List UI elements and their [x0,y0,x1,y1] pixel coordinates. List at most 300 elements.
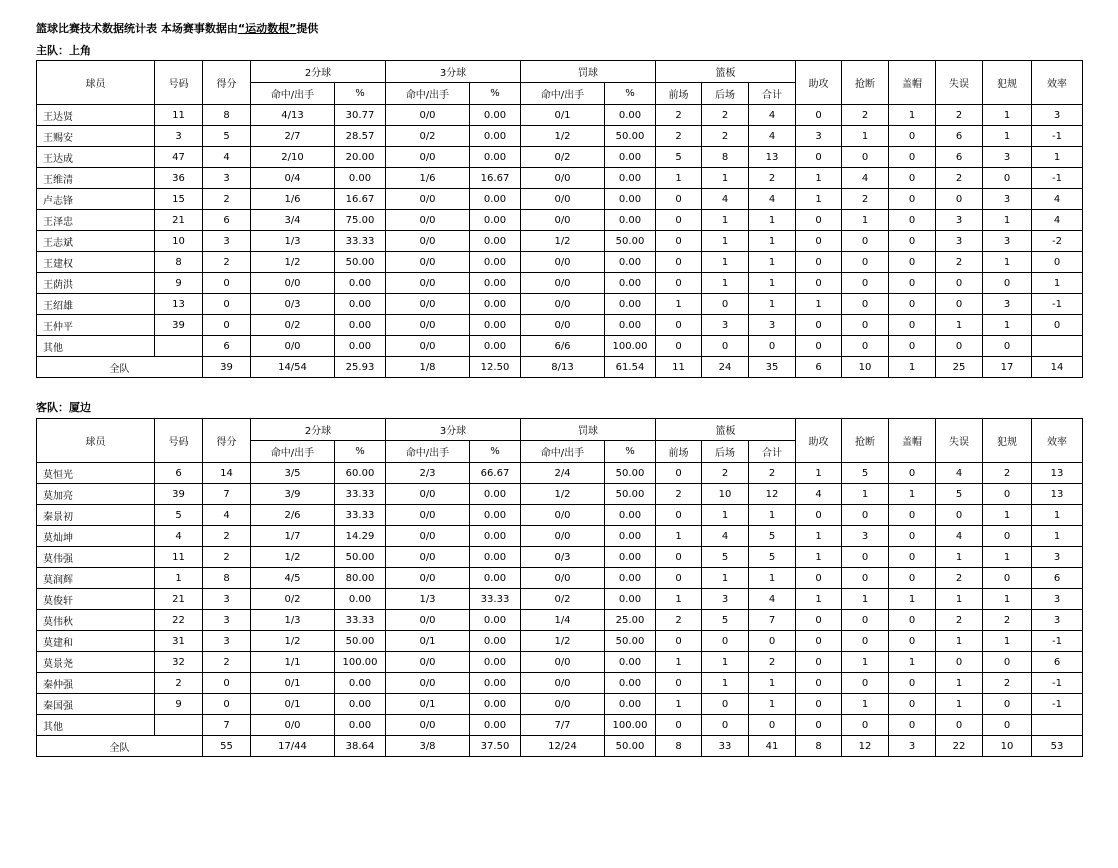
cell-def-reb: 0 [702,336,749,357]
cell-ft-made-att: 1/2 [521,631,605,652]
cell-three-pt-made-att: 0/0 [386,252,470,273]
cell-assists: 4 [796,484,842,505]
cell-points: 0 [203,673,251,694]
cell-three-pt-pct: 0.00 [470,189,521,210]
cell-steals: 0 [842,273,889,294]
cell-def-reb: 5 [702,610,749,631]
cell-points: 6 [203,336,251,357]
cell-ft-pct: 0.00 [605,105,656,126]
cell-def-reb: 3 [702,315,749,336]
header-points: 得分 [203,419,251,463]
cell-efficiency: 6 [1032,652,1083,673]
cell-three-pt-pct: 0.00 [470,652,521,673]
cell-ft-pct: 0.00 [605,505,656,526]
cell-turnovers: 6 [936,126,983,147]
cell-ft-made-att: 2/4 [521,463,605,484]
cell-fouls: 1 [983,547,1032,568]
cell-player: 王建权 [37,252,155,273]
cell-def-reb: 0 [702,694,749,715]
cell-total-reb: 13 [749,147,796,168]
cell-three-pt-made-att: 0/0 [386,673,470,694]
cell-number: 39 [155,484,203,505]
cell-ft-pct: 50.00 [605,126,656,147]
cell-steals: 0 [842,147,889,168]
cell-three-pt-pct: 0.00 [470,547,521,568]
header-two-pt-made-att: 命中/出手 [251,441,335,463]
cell-steals: 1 [842,484,889,505]
total-team-total-label: 全队 [37,736,203,757]
header-blocks: 盖帽 [889,61,936,105]
cell-total-reb: 1 [749,231,796,252]
header-three-pt: 3分球 [386,419,521,441]
cell-total-reb: 3 [749,315,796,336]
data-source-link[interactable]: “运动数根” [237,22,297,35]
cell-fouls: 1 [983,505,1032,526]
cell-def-reb: 4 [702,526,749,547]
cell-blocks: 0 [889,526,936,547]
cell-assists: 1 [796,547,842,568]
cell-three-pt-made-att: 0/0 [386,315,470,336]
cell-number: 5 [155,505,203,526]
cell-two-pt-made-att: 0/0 [251,336,335,357]
cell-turnovers: 1 [936,631,983,652]
cell-total-reb: 1 [749,694,796,715]
total-blocks: 1 [889,357,936,378]
cell-three-pt-made-att: 0/2 [386,126,470,147]
cell-player: 王绍雄 [37,294,155,315]
header-fouls: 犯规 [983,419,1032,463]
cell-points: 0 [203,273,251,294]
table-row [37,210,1083,231]
cell-two-pt-made-att: 0/1 [251,673,335,694]
away-team-label: 客队：厦边 [36,401,91,414]
cell-total-reb: 1 [749,273,796,294]
header-turnovers: 失误 [936,419,983,463]
cell-turnovers: 2 [936,568,983,589]
cell-points: 4 [203,505,251,526]
cell-player: 王赐安 [37,126,155,147]
cell-turnovers: 0 [936,294,983,315]
cell-blocks: 0 [889,336,936,357]
cell-three-pt-made-att: 0/0 [386,568,470,589]
cell-fouls: 3 [983,147,1032,168]
cell-off-reb: 1 [656,294,702,315]
cell-fouls: 0 [983,715,1032,736]
header-def-reb: 后场 [702,441,749,463]
cell-assists: 0 [796,336,842,357]
cell-three-pt-made-att: 0/0 [386,189,470,210]
cell-assists: 0 [796,694,842,715]
cell-total-reb: 5 [749,547,796,568]
total-two-pt-pct: 25.93 [335,357,386,378]
header-rebounds: 篮板 [656,61,796,83]
cell-steals: 0 [842,715,889,736]
cell-assists: 1 [796,463,842,484]
cell-total-reb: 1 [749,568,796,589]
total-off-reb: 8 [656,736,702,757]
cell-points: 3 [203,610,251,631]
cell-two-pt-pct: 20.00 [335,147,386,168]
cell-steals: 0 [842,610,889,631]
total-three-pt-pct: 12.50 [470,357,521,378]
header-two-pt-made-att: 命中/出手 [251,83,335,105]
cell-two-pt-made-att: 3/4 [251,210,335,231]
cell-assists: 0 [796,252,842,273]
cell-player: 莫景尧 [37,652,155,673]
cell-ft-made-att: 0/2 [521,589,605,610]
cell-two-pt-pct: 0.00 [335,715,386,736]
header-three-pt: 3分球 [386,61,521,83]
cell-def-reb: 0 [702,715,749,736]
cell-off-reb: 0 [656,463,702,484]
cell-blocks: 0 [889,463,936,484]
cell-ft-pct: 50.00 [605,484,656,505]
cell-assists: 0 [796,610,842,631]
team-total-row [37,736,1083,757]
table-row [37,294,1083,315]
cell-three-pt-pct: 0.00 [470,294,521,315]
cell-total-reb: 4 [749,105,796,126]
total-three-pt-made-att: 3/8 [386,736,470,757]
cell-turnovers: 5 [936,484,983,505]
cell-points: 2 [203,547,251,568]
cell-three-pt-made-att: 0/1 [386,631,470,652]
cell-three-pt-pct: 0.00 [470,315,521,336]
cell-def-reb: 0 [702,631,749,652]
cell-player: 莫伟秋 [37,610,155,631]
cell-number: 3 [155,126,203,147]
cell-fouls: 0 [983,694,1032,715]
cell-turnovers: 3 [936,231,983,252]
cell-three-pt-made-att: 0/0 [386,105,470,126]
total-ft-made-att: 8/13 [521,357,605,378]
cell-three-pt-pct: 0.00 [470,147,521,168]
cell-ft-pct: 0.00 [605,526,656,547]
cell-player: 秦景初 [37,505,155,526]
cell-total-reb: 0 [749,715,796,736]
cell-points: 14 [203,463,251,484]
cell-turnovers: 2 [936,105,983,126]
cell-number: 13 [155,294,203,315]
cell-ft-made-att: 7/7 [521,715,605,736]
cell-points: 6 [203,210,251,231]
header-turnovers: 失误 [936,61,983,105]
cell-ft-pct: 100.00 [605,715,656,736]
cell-off-reb: 1 [656,694,702,715]
total-points: 55 [203,736,251,757]
cell-three-pt-pct: 0.00 [470,673,521,694]
cell-player: 莫润辉 [37,568,155,589]
cell-steals: 2 [842,105,889,126]
cell-fouls: 3 [983,294,1032,315]
cell-two-pt-made-att: 2/10 [251,147,335,168]
cell-ft-pct: 0.00 [605,189,656,210]
cell-ft-made-att: 0/1 [521,105,605,126]
header-rebounds: 篮板 [656,419,796,441]
cell-off-reb: 0 [656,252,702,273]
cell-player: 秦仲强 [37,673,155,694]
cell-ft-made-att: 0/0 [521,526,605,547]
cell-turnovers: 0 [936,336,983,357]
cell-number: 21 [155,589,203,610]
cell-off-reb: 0 [656,568,702,589]
cell-number: 31 [155,631,203,652]
cell-turnovers: 4 [936,463,983,484]
cell-def-reb: 1 [702,273,749,294]
title-prefix: 篮球比赛技术数据统计表 本场赛事数据由 [36,22,238,35]
cell-ft-pct: 0.00 [605,547,656,568]
cell-two-pt-pct: 16.67 [335,189,386,210]
cell-blocks: 1 [889,484,936,505]
cell-efficiency: -2 [1032,231,1083,252]
cell-off-reb: 0 [656,189,702,210]
cell-efficiency: -1 [1032,631,1083,652]
cell-two-pt-made-att: 3/5 [251,463,335,484]
header-points: 得分 [203,61,251,105]
cell-steals: 0 [842,547,889,568]
header-blocks: 盖帽 [889,419,936,463]
cell-ft-made-att: 1/2 [521,484,605,505]
cell-blocks: 0 [889,315,936,336]
total-off-reb: 11 [656,357,702,378]
cell-three-pt-pct: 0.00 [470,231,521,252]
cell-total-reb: 1 [749,294,796,315]
cell-number: 4 [155,526,203,547]
cell-three-pt-pct: 0.00 [470,105,521,126]
cell-efficiency: 6 [1032,568,1083,589]
cell-points: 3 [203,231,251,252]
cell-steals: 0 [842,294,889,315]
cell-def-reb: 1 [702,210,749,231]
cell-assists: 0 [796,315,842,336]
cell-fouls: 3 [983,189,1032,210]
cell-fouls: 0 [983,568,1032,589]
cell-def-reb: 1 [702,252,749,273]
cell-ft-made-att: 0/0 [521,210,605,231]
cell-two-pt-pct: 0.00 [335,336,386,357]
cell-turnovers: 2 [936,168,983,189]
cell-efficiency: 3 [1032,610,1083,631]
cell-player: 王仲平 [37,315,155,336]
cell-points: 3 [203,168,251,189]
cell-ft-pct: 50.00 [605,231,656,252]
header-two-pt-pct: % [335,83,386,105]
cell-two-pt-pct: 0.00 [335,273,386,294]
table-row [37,273,1083,294]
cell-number: 1 [155,568,203,589]
cell-ft-made-att: 0/0 [521,189,605,210]
cell-steals: 1 [842,694,889,715]
cell-fouls: 0 [983,652,1032,673]
header-number: 号码 [155,61,203,105]
cell-steals: 0 [842,252,889,273]
table-row [37,610,1083,631]
cell-off-reb: 0 [656,631,702,652]
cell-two-pt-made-att: 1/3 [251,231,335,252]
cell-ft-made-att: 0/0 [521,652,605,673]
total-points: 39 [203,357,251,378]
header-assists: 助攻 [796,61,842,105]
cell-assists: 0 [796,105,842,126]
cell-blocks: 0 [889,547,936,568]
cell-fouls: 1 [983,252,1032,273]
cell-blocks: 0 [889,231,936,252]
cell-assists: 0 [796,147,842,168]
cell-points: 0 [203,315,251,336]
cell-three-pt-pct: 0.00 [470,610,521,631]
cell-two-pt-pct: 33.33 [335,484,386,505]
table-row [37,168,1083,189]
cell-efficiency: 1 [1032,505,1083,526]
cell-player: 王维清 [37,168,155,189]
header-assists: 助攻 [796,419,842,463]
cell-ft-made-att: 0/0 [521,315,605,336]
header-total-reb: 合计 [749,441,796,463]
cell-turnovers: 0 [936,505,983,526]
cell-steals: 0 [842,315,889,336]
cell-efficiency: 1 [1032,147,1083,168]
cell-efficiency: 3 [1032,105,1083,126]
cell-ft-made-att: 0/0 [521,673,605,694]
cell-blocks: 0 [889,631,936,652]
cell-total-reb: 1 [749,210,796,231]
table-row [37,252,1083,273]
total-turnovers: 25 [936,357,983,378]
cell-efficiency: -1 [1032,673,1083,694]
total-three-pt-pct: 37.50 [470,736,521,757]
header-def-reb: 后场 [702,83,749,105]
total-steals: 12 [842,736,889,757]
cell-three-pt-made-att: 0/0 [386,715,470,736]
cell-assists: 0 [796,231,842,252]
cell-total-reb: 7 [749,610,796,631]
cell-player: 莫加亮 [37,484,155,505]
total-fouls: 17 [983,357,1032,378]
cell-two-pt-made-att: 0/2 [251,315,335,336]
cell-def-reb: 5 [702,547,749,568]
header-two-pt: 2分球 [251,419,386,441]
cell-two-pt-made-att: 0/4 [251,168,335,189]
cell-total-reb: 4 [749,589,796,610]
total-blocks: 3 [889,736,936,757]
cell-points: 7 [203,484,251,505]
cell-turnovers: 1 [936,673,983,694]
cell-total-reb: 0 [749,336,796,357]
cell-ft-pct: 0.00 [605,315,656,336]
total-fouls: 10 [983,736,1032,757]
cell-number: 9 [155,694,203,715]
table-row [37,652,1083,673]
cell-two-pt-made-att: 3/9 [251,484,335,505]
cell-steals: 0 [842,631,889,652]
cell-two-pt-made-att: 1/2 [251,631,335,652]
header-steals: 抢断 [842,61,889,105]
header-two-pt-pct: % [335,441,386,463]
cell-steals: 0 [842,673,889,694]
cell-efficiency: 13 [1032,484,1083,505]
cell-two-pt-made-att: 0/2 [251,589,335,610]
cell-steals: 1 [842,126,889,147]
cell-three-pt-made-att: 0/1 [386,694,470,715]
cell-efficiency: 0 [1032,252,1083,273]
cell-two-pt-pct: 30.77 [335,105,386,126]
cell-blocks: 0 [889,610,936,631]
header-steals: 抢断 [842,419,889,463]
cell-steals: 2 [842,189,889,210]
cell-three-pt-pct: 0.00 [470,526,521,547]
cell-fouls: 0 [983,336,1032,357]
cell-efficiency: 3 [1032,589,1083,610]
table-row [37,463,1083,484]
cell-two-pt-made-att: 1/6 [251,189,335,210]
cell-two-pt-pct: 50.00 [335,631,386,652]
cell-three-pt-made-att: 0/0 [386,231,470,252]
cell-number: 47 [155,147,203,168]
cell-def-reb: 1 [702,505,749,526]
cell-player: 王达贤 [37,105,155,126]
cell-two-pt-pct: 33.33 [335,610,386,631]
cell-ft-made-att: 6/6 [521,336,605,357]
header-off-reb: 前场 [656,83,702,105]
cell-def-reb: 8 [702,147,749,168]
cell-fouls: 1 [983,105,1032,126]
cell-player: 莫伟强 [37,547,155,568]
cell-ft-pct: 0.00 [605,589,656,610]
cell-three-pt-pct: 16.67 [470,168,521,189]
cell-turnovers: 0 [936,273,983,294]
cell-two-pt-pct: 0.00 [335,694,386,715]
total-ft-made-att: 12/24 [521,736,605,757]
cell-three-pt-made-att: 0/0 [386,610,470,631]
cell-off-reb: 0 [656,273,702,294]
cell-steals: 3 [842,526,889,547]
total-three-pt-made-att: 1/8 [386,357,470,378]
cell-ft-pct: 0.00 [605,273,656,294]
cell-steals: 1 [842,210,889,231]
cell-fouls: 0 [983,168,1032,189]
cell-total-reb: 12 [749,484,796,505]
cell-off-reb: 1 [656,652,702,673]
cell-three-pt-made-att: 0/0 [386,505,470,526]
cell-three-pt-made-att: 0/0 [386,336,470,357]
table-row [37,631,1083,652]
cell-assists: 0 [796,715,842,736]
cell-two-pt-pct: 0.00 [335,673,386,694]
cell-off-reb: 0 [656,210,702,231]
cell-two-pt-pct: 14.29 [335,526,386,547]
cell-turnovers: 3 [936,210,983,231]
cell-def-reb: 1 [702,652,749,673]
cell-three-pt-pct: 0.00 [470,210,521,231]
table-row [37,105,1083,126]
cell-two-pt-made-att: 4/13 [251,105,335,126]
table-row [37,715,1083,736]
header-three-pt-pct: % [470,441,521,463]
cell-total-reb: 0 [749,631,796,652]
cell-number: 22 [155,610,203,631]
cell-two-pt-pct: 0.00 [335,294,386,315]
cell-two-pt-pct: 80.00 [335,568,386,589]
cell-off-reb: 0 [656,505,702,526]
cell-fouls: 1 [983,631,1032,652]
cell-points: 8 [203,568,251,589]
total-total-reb: 41 [749,736,796,757]
cell-ft-pct: 0.00 [605,147,656,168]
cell-fouls: 2 [983,463,1032,484]
cell-number [155,715,203,736]
cell-two-pt-pct: 33.33 [335,231,386,252]
cell-total-reb: 4 [749,189,796,210]
